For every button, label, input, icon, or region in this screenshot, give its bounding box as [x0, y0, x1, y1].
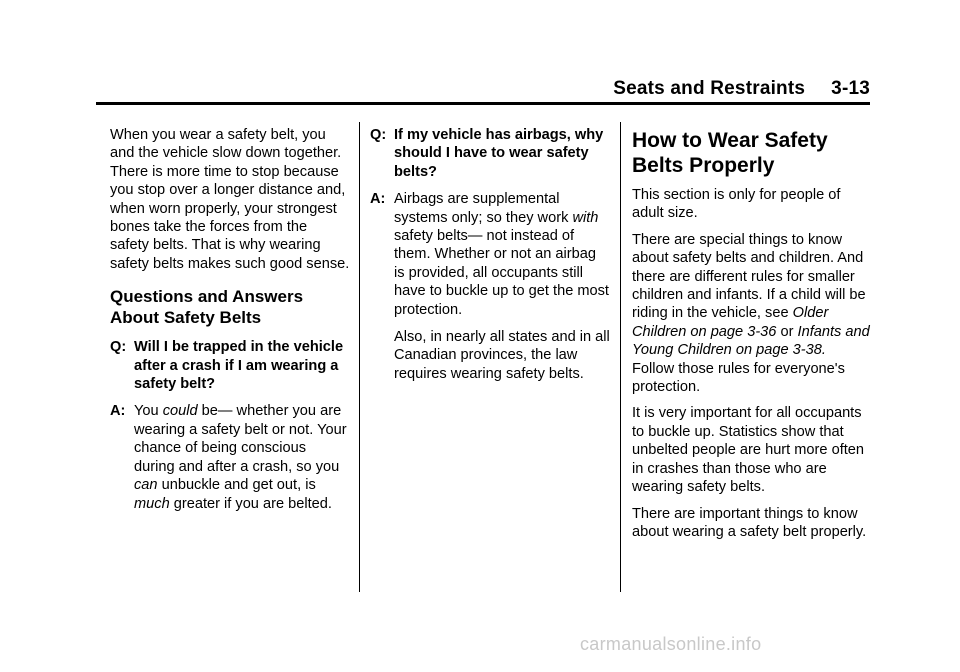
watermark: carmanualsonline.info [580, 634, 762, 654]
answer-emphasis-with: with [572, 209, 599, 226]
header-rule [96, 102, 870, 105]
answer-text-part: greater if you are belted. [173, 495, 332, 512]
answer-label: A: [370, 191, 386, 208]
answer-paragraph-2: Also, in nearly all states and in all Canadian provinces, the law requires wearing safety belts. [394, 329, 610, 382]
column-divider-2 [620, 122, 621, 592]
section-heading-qa: Questions and Answers About Safety Belts [110, 287, 304, 327]
paragraph-children [632, 231, 872, 397]
answer-emphasis-could: could [162, 403, 198, 420]
answer-label: A: [110, 403, 126, 420]
paragraph-adult-size: This section is only for people of adult size. [632, 187, 841, 222]
paragraph-statistics: It is very important for all occupants to buckle up. Statistics show that unbelted people are hurt more often in crashes than those who are wearing safety belts. [632, 405, 865, 496]
answer-text-part: You [134, 403, 159, 420]
question-text: If my vehicle has airbags, why should I have to wear safety belts? [394, 127, 604, 180]
answer-text-part: Airbags are supplemental systems only; so they work [394, 191, 569, 226]
question-text: Will I be trapped in the vehicle after a crash if I am wearing a safety belt? [134, 339, 344, 393]
answer-text-part: safety belts— not instead of them. Whether or not an airbag is provided, all occupants still have to buckle up to get the most protection. [394, 228, 609, 318]
question-2 [370, 126, 610, 181]
column-3 [632, 126, 872, 549]
section-title: Seats and Restraints [613, 78, 806, 99]
answer-1 [110, 402, 350, 512]
answer-paragraph [394, 190, 610, 319]
answer-2 [370, 190, 610, 392]
page-number: 3-13 [831, 78, 870, 99]
answer-body [394, 190, 610, 392]
answer-emphasis-much: much [134, 495, 170, 512]
question-1 [110, 338, 350, 393]
answer-text [134, 402, 350, 512]
cross-reference-older-children: Older Children on page 3-36 [632, 305, 829, 340]
paragraph-text-part: Follow those rules for everyone's protection. [632, 360, 845, 396]
paragraph-text-part: There are special things to know about safety belts and children. And there are different rules for smaller children and infants. If a child will be riding in the vehicle, see [632, 231, 866, 322]
column-2 [370, 126, 610, 401]
paragraph-important-things: There are important things to know about wearing a safety belt properly. [632, 505, 867, 540]
question-label: Q: [370, 127, 387, 143]
question-label: Q: [110, 339, 127, 356]
answer-emphasis-can: can [134, 477, 158, 494]
cross-reference-infants: Infants and Young Children on page 3-38. [632, 323, 870, 359]
answer-text-part: unbuckle and get out, is [161, 477, 316, 494]
header-text [613, 78, 870, 100]
answer-text-part: be— whether you are wearing a safety belt or not. Your chance of being conscious during and after a crash, so you [134, 403, 347, 475]
column-1 [110, 126, 350, 522]
paragraph-text-part: or [780, 323, 794, 340]
section-heading-how-to: How to Wear Safety Belts Properly [632, 129, 828, 177]
column-divider-1 [359, 122, 360, 592]
intro-paragraph: When you wear a safety belt, you and the vehicle slow down together. There is more time to stop because you stop over a longer distance and, when worn properly, your strongest bones take the forces from the safety belts. That is why wearing safety belts makes such good sense. [110, 127, 350, 272]
